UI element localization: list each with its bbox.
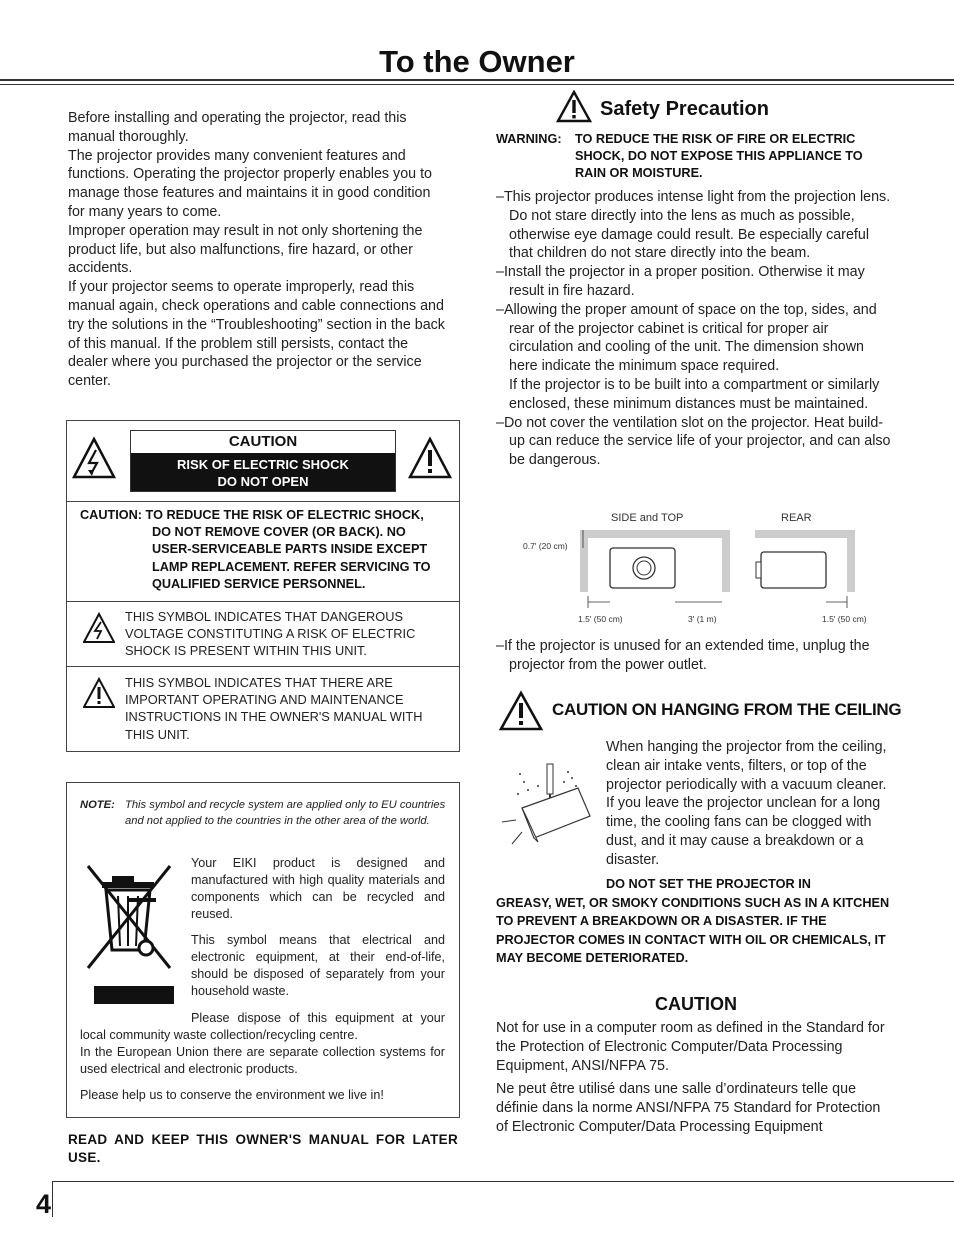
caution-label-body xyxy=(131,453,395,491)
safety-warning-icon xyxy=(556,90,592,124)
exclamation-warning-icon xyxy=(408,436,452,480)
diagram-front-gap: 3' (1 m) xyxy=(688,614,717,624)
divider xyxy=(67,601,459,602)
footer-rule xyxy=(52,1181,954,1182)
intro-text xyxy=(68,109,450,391)
ceiling-warning-icon xyxy=(498,690,544,732)
title-rule xyxy=(0,79,954,81)
diagram-side-gap: 1.5' (50 cm) xyxy=(578,614,623,624)
safety-bullets xyxy=(496,188,896,470)
page-number: 4 xyxy=(36,1189,52,1219)
clearance-diagram xyxy=(575,526,875,618)
caution-line: DO NOT REMOVE COVER (OR BACK). NO xyxy=(152,525,406,540)
caution-label xyxy=(130,430,396,492)
safety-bullet: –Allowing the proper amount of space on the top, sides, and rear of the projector cabinet is critical for proper air circulation and cooling of the unit. The dimension shown here indicate the minimum space required. xyxy=(496,301,877,375)
ceiling-bold-rest: GREASY, WET, OR SMOKY CONDITIONS SUCH AS IN A KITCHEN TO PREVENT A BREAKDOWN OR A DISASTER. IF THE PROJECTOR COMES IN CONTACT WITH OIL OR CHEMICALS, IT MAY BECOME DETERIORATED. xyxy=(496,895,890,966)
caution-line: CAUTION: TO REDUCE THE RISK OF ELECTRIC SHOCK, xyxy=(80,508,424,522)
warning-label: WARNING: xyxy=(496,132,562,146)
intro-paragraph: Before installing and operating the projector, read this manual thoroughly. xyxy=(68,110,407,145)
weee-crossed-bin-icon xyxy=(84,862,180,1008)
caution-statement xyxy=(80,507,452,593)
safety-bullet-cont: If the projector is to be built into a compartment or similarly enclosed, these minimum distances must be maintained. xyxy=(509,376,880,412)
recycle-paragraph: Your EIKI product is designed and manufactured with high quality materials and components which can be recycled and reused. xyxy=(191,856,445,921)
diagram-rear-gap: 1.5' (50 cm) xyxy=(822,614,867,624)
symbol1-text: THIS SYMBOL INDICATES THAT DANGEROUS VOLTAGE CONSTITUTING A RISK OF ELECTRIC SHOCK IS PRESENT WITHIN THIS UNIT. xyxy=(125,609,416,659)
ceiling-title: CAUTION ON HANGING FROM THE CEILING xyxy=(552,700,902,719)
warning-statement xyxy=(496,131,896,183)
safety-bullet: –If the projector is unused for an extended time, unplug the projector from the power outlet. xyxy=(496,638,870,673)
ceiling-text: When hanging the projector from the ceiling, clean air intake vents, filters, or top of the projector periodically with a vacuum cleaner. If you leave the projector unclean for a long time, the cooling fans can be clogged with dust, and it may cause a breakdown or a disaster. xyxy=(606,739,887,868)
caution-title: CAUTION xyxy=(655,994,737,1014)
read-keep-notice: READ AND KEEP THIS OWNER'S MANUAL FOR LATER USE. xyxy=(68,1132,458,1165)
note-label: NOTE: xyxy=(80,799,115,811)
symbol2-text: THIS SYMBOL INDICATES THAT THERE ARE IMPORTANT OPERATING AND MAINTENANCE INSTRUCTIONS IN THE OWNER'S MANUAL WITH THIS UNIT. xyxy=(125,675,423,742)
diagram-rear-label: REAR xyxy=(781,512,812,524)
footer-vertical-rule xyxy=(52,1181,53,1217)
safety-bullets-2 xyxy=(496,637,896,675)
title-rule-thin xyxy=(0,84,954,85)
safety-bullet: –This projector produces intense light from the projection lens. Do not stare directly into the lens as much as possible, otherwise eye damage could result. Be especially careful that children do not stare directly into the beam. xyxy=(496,189,891,262)
note-text: This symbol and recycle system are applied only to EU countries and not applied to the countries in the other area of the world. xyxy=(125,799,446,827)
exclamation-small-icon xyxy=(83,677,115,709)
diagram-top-gap: 0.7' (20 cm) xyxy=(523,541,568,551)
recycle-paragraph: Please help us to conserve the environment we live in! xyxy=(80,1088,384,1102)
caution-line: LAMP REPLACEMENT. REFER SERVICING TO xyxy=(152,559,431,574)
caution-text-fr: Ne peut être utilisé dans une salle d’ordinateurs telle que définie dans la norme ANSI/NFPA 75 Standard for Protection of Electronic Computer/Data Processing Equipment xyxy=(496,1081,881,1135)
safety-bullet: –Do not cover the ventilation slot on the projector. Heat build-up can reduce the service life of your projector, and can also be dangerous. xyxy=(496,414,891,469)
safety-title: Safety Precaution xyxy=(600,98,769,120)
warning-line: SHOCK, DO NOT EXPOSE THIS APPLIANCE TO xyxy=(575,149,863,164)
caution-label-line: RISK OF ELECTRIC SHOCK xyxy=(177,457,349,472)
electric-shock-warning-icon xyxy=(72,436,116,480)
intro-paragraph: If your projector seems to operate improperly, read this manual again, check operations and cable connections and try the solutions in the “Troubleshooting” section in the back of this manual. If the problem still persists, contact the dealer where you purchased the projector or the service center. xyxy=(68,279,445,390)
caution-label-title: CAUTION xyxy=(228,433,298,450)
warning-line: TO REDUCE THE RISK OF FIRE OR ELECTRIC xyxy=(575,132,856,146)
caution-line: QUALIFIED SERVICE PERSONNEL. xyxy=(152,576,366,591)
caution-label-line: DO NOT OPEN xyxy=(217,474,309,489)
page-title: To the Owner xyxy=(379,44,575,79)
divider xyxy=(67,501,459,502)
ceiling-bold-warning xyxy=(496,875,898,968)
intro-paragraph: The projector provides many convenient features and functions. Operating the projector properly enables you to manage those features and maintains it in good condition for many years to come. xyxy=(68,147,432,220)
caution-text-en: Not for use in a computer room as defined in the Standard for the Protection of Electronic Computer/Data Processing Equipment, ANSI/NFPA 75. xyxy=(496,1020,885,1074)
ceiling-projector-illustration xyxy=(498,760,602,850)
safety-bullet: –Install the projector in a proper position. Otherwise it may result in fire hazard. xyxy=(496,264,865,299)
recycle-paragraph: Please dispose of this equipment at your local community waste collection/recycling centre. xyxy=(80,1011,445,1042)
divider xyxy=(67,666,459,667)
recycle-paragraph: This symbol means that electrical and electronic equipment, at their end-of-life, should be disposed of separately from your household waste. xyxy=(191,933,445,998)
warning-line: RAIN OR MOISTURE. xyxy=(575,166,703,181)
recycle-paragraph: In the European Union there are separate collection systems for used electrical and electronic products. xyxy=(80,1045,445,1076)
intro-paragraph: Improper operation may result in not only shortening the product life, but also malfunctions, fire hazard, or other accidents. xyxy=(68,222,423,277)
note xyxy=(80,798,450,829)
caution-line: USER-SERVICEABLE PARTS INSIDE EXCEPT xyxy=(152,542,428,557)
diagram-side-top-label: SIDE and TOP xyxy=(611,512,684,524)
electric-shock-small-icon xyxy=(83,612,115,644)
ceiling-bold-line: DO NOT SET THE PROJECTOR IN xyxy=(606,877,811,891)
